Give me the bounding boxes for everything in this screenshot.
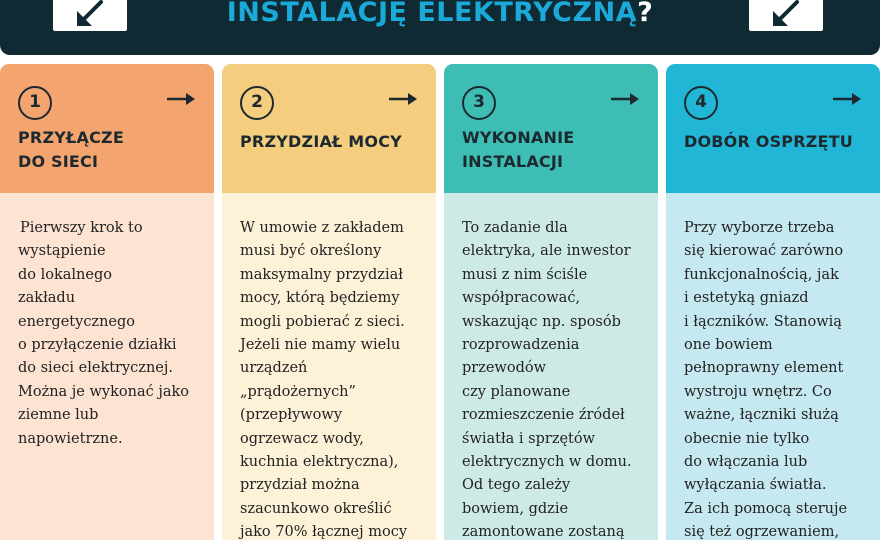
step-number-4: 4 xyxy=(684,86,718,120)
text-line: zamontowane zostaną xyxy=(462,524,625,540)
step-body-1 xyxy=(0,193,214,540)
step-title-2 xyxy=(240,130,430,154)
step-title-line: INSTALACJI xyxy=(462,152,564,171)
step-title-4 xyxy=(684,130,874,154)
step-number-3: 3 xyxy=(462,86,496,120)
text-line: o przyłączenie działki xyxy=(18,337,177,354)
text-line: wystąpienie xyxy=(18,243,106,260)
text-line: do włączania lub xyxy=(684,454,808,471)
text-line: obecnie nie tylko xyxy=(684,430,810,447)
arrow-right-icon xyxy=(832,91,862,107)
step-number-2: 2 xyxy=(240,86,274,120)
text-line: światła i sprzętów xyxy=(462,430,596,447)
text-line: W umowie z zakładem xyxy=(240,220,404,236)
step-header-3 xyxy=(444,64,658,193)
text-line: mocy, którą będziemy xyxy=(240,290,400,307)
text-line: musi z nim ściśle xyxy=(462,266,588,283)
step-column-2 xyxy=(222,64,436,540)
text-line: Można je wykonać jako xyxy=(18,383,189,400)
header-banner xyxy=(0,0,880,55)
text-line: jako 70% łącznej mocy xyxy=(240,524,408,540)
step-body-3 xyxy=(444,193,658,540)
step-number-1: 1 xyxy=(18,86,52,120)
step-text-3 xyxy=(462,217,652,540)
step-header-1 xyxy=(0,64,214,193)
text-line: wskazując np. sposób xyxy=(462,313,621,330)
step-title-line: DOBÓR OSPRZĘTU xyxy=(684,132,853,151)
text-line: ważne, łączniki służą xyxy=(684,407,839,424)
text-line: rozmieszczenie źródeł xyxy=(462,407,625,424)
step-body-2 xyxy=(222,193,436,540)
step-title-line: PRZYDZIAŁ MOCY xyxy=(240,132,402,151)
text-line: i łączników. Stanowią xyxy=(684,313,842,330)
text-line: Od tego zależy xyxy=(462,477,571,494)
text-line: Jeżeli nie mamy wielu xyxy=(240,337,401,354)
text-line: elektryka, ale inwestor xyxy=(462,243,631,260)
text-line: i estetyką gniazd xyxy=(684,290,809,307)
text-line: ogrzewacz wody, xyxy=(240,430,364,447)
text-line: zakładu xyxy=(18,290,76,307)
step-column-1 xyxy=(0,64,214,540)
arrow-right-icon xyxy=(166,91,196,107)
step-title-3 xyxy=(462,126,652,174)
text-line: Za ich pomocą steruje xyxy=(684,500,848,517)
text-line: musi być określony xyxy=(240,243,382,260)
text-line: się też ogrzewaniem, xyxy=(684,524,840,540)
step-header-2 xyxy=(222,64,436,193)
text-line: „prądożernych” xyxy=(240,383,356,400)
text-line: Pierwszy krok to xyxy=(20,220,143,236)
step-title-line: WYKONANIE xyxy=(462,128,575,147)
text-line: Przy wyborze trzeba xyxy=(684,220,835,236)
step-text-4 xyxy=(684,217,874,540)
text-line: się kierować zarówno xyxy=(684,243,844,260)
text-line: napowietrzne. xyxy=(18,430,123,447)
text-line: do lokalnego xyxy=(18,266,112,283)
text-line: wyłączania światła. xyxy=(684,477,827,494)
step-text-1 xyxy=(18,217,208,451)
text-line: elektrycznych w domu. xyxy=(462,454,632,471)
text-line: pełnoprawny element xyxy=(684,360,844,377)
text-line: one bowiem xyxy=(684,337,773,354)
step-title-line: PRZYŁĄCZE xyxy=(18,128,124,147)
text-line: bowiem, gdzie xyxy=(462,500,569,517)
step-title-1 xyxy=(18,126,208,174)
text-line: (przepływowy xyxy=(240,407,343,424)
text-line: ziemne lub xyxy=(18,407,99,424)
text-line: wystroju wnętrz. Co xyxy=(684,383,832,400)
arrow-down-left-icon xyxy=(749,0,823,31)
text-line: współpracować, xyxy=(462,290,581,307)
text-line: kuchnia elektryczna), xyxy=(240,454,399,471)
text-line: szacunkowo określić xyxy=(240,500,392,517)
arrow-right-icon xyxy=(388,91,418,107)
page-title-suffix: ? xyxy=(637,0,654,28)
text-line: rozprowadzenia xyxy=(462,337,580,354)
step-header-4 xyxy=(666,64,880,193)
arrow-right-icon xyxy=(610,91,640,107)
text-line: urządzeń xyxy=(240,360,308,377)
text-line: przewodów xyxy=(462,360,546,377)
text-line: To zadanie dla xyxy=(462,220,568,236)
page-title xyxy=(0,0,880,30)
text-line: do sieci elektrycznej. xyxy=(18,360,173,377)
step-text-2 xyxy=(240,217,430,540)
step-body-4 xyxy=(666,193,880,540)
step-column-4 xyxy=(666,64,880,540)
text-line: funkcjonalnością, jak xyxy=(684,266,839,283)
page-title-main: INSTALACJĘ ELEKTRYCZNĄ xyxy=(226,0,638,28)
text-line: energetycznego xyxy=(18,313,136,330)
text-line: mogli pobierać z sieci. xyxy=(240,313,405,330)
text-line: maksymalny przydział xyxy=(240,266,403,283)
step-column-3 xyxy=(444,64,658,540)
step-title-line: DO SIECI xyxy=(18,152,99,171)
text-line: czy planowane xyxy=(462,383,571,400)
text-line: przydział można xyxy=(240,477,360,494)
